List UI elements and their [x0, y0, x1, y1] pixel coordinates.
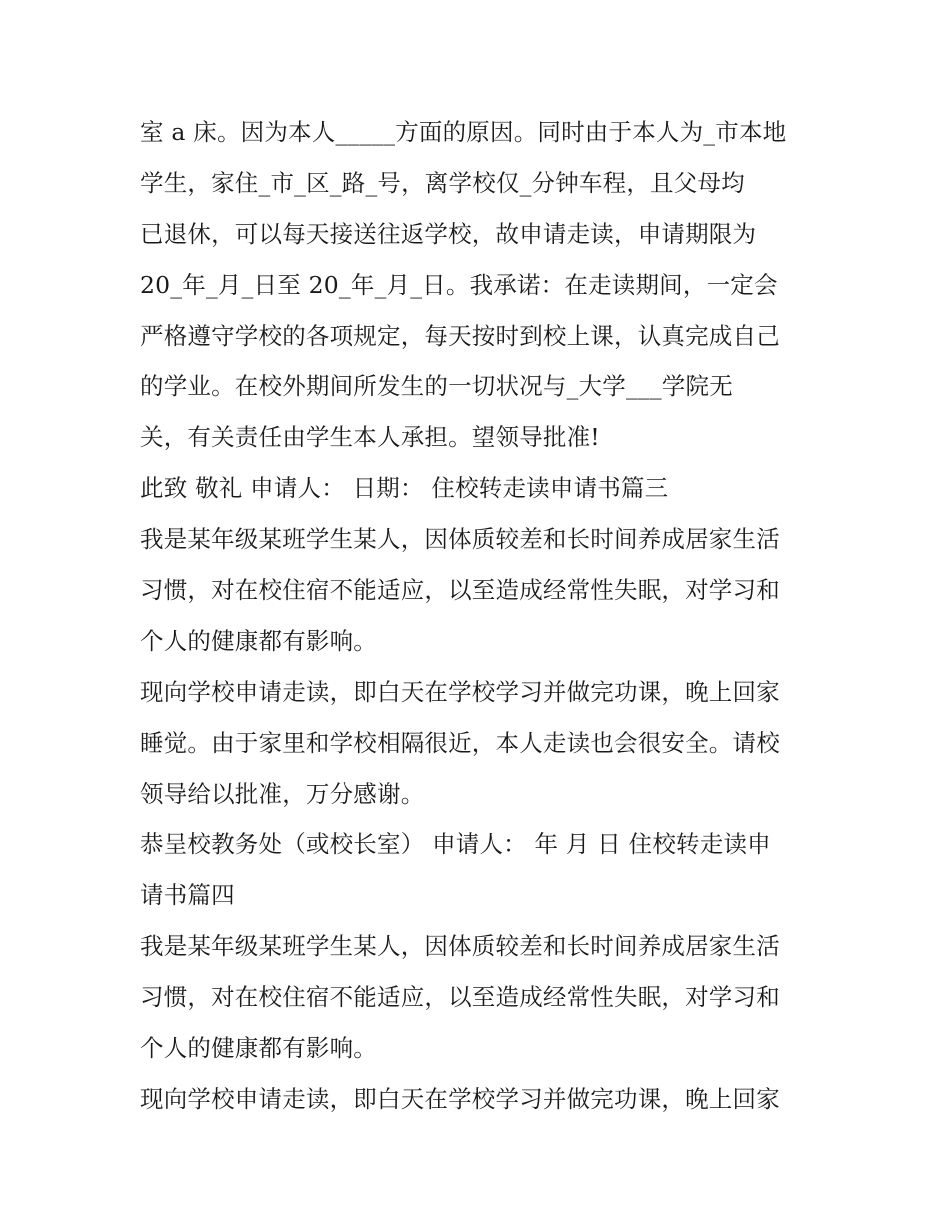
text-line: 领导给以批准，万分感谢。: [140, 779, 425, 808]
text-line: 睡觉。由于家里和学校相隔很近，本人走读也会很安全。请校: [140, 728, 780, 757]
document-body: [140, 107, 820, 1125]
text-line: 习惯，对在校住宿不能适应，以至造成经常性失眠，对学习和: [140, 983, 780, 1012]
text-line: 已退休，可以每天接送往返学校，故申请走读，申请期限为: [140, 219, 757, 248]
text-line: 学生，家住_市_区_路_号，离学校仅_分钟车程，且父母均: [140, 168, 745, 197]
text-line: 我是某年级某班学生某人，因体质较差和长时间养成居家生活: [140, 932, 780, 961]
text-line: 严格遵守学校的各项规定，每天按时到校上课，认真完成自己: [140, 321, 780, 350]
text-line: 个人的健康都有影响。: [140, 1034, 377, 1063]
section-heading-line: 恭呈校教务处（或校长室） 申请人： 年 月 日 住校转走读申: [140, 830, 771, 859]
text-line: 现向学校申请走读，即白天在学校学习并做完功课，晚上回家: [140, 1084, 780, 1113]
text-line: 关，有关责任由学生本人承担。望领导批准!: [140, 423, 600, 452]
text-line: 的学业。在校外期间所发生的一切状况与_大学___学院无: [140, 372, 733, 401]
section-heading-line: 请书篇四: [140, 881, 235, 910]
text-line: 我是某年级某班学生某人，因体质较差和长时间养成居家生活: [140, 525, 780, 554]
text-line: 20_年_月_日至 20_年_月_日。我承诺：在走读期间，一定会: [140, 270, 778, 299]
text-line: 室 a 床。因为本人_____方面的原因。同时由于本人为_市本地: [140, 118, 787, 146]
text-line: 个人的健康都有影响。: [140, 626, 377, 655]
text-line: 习惯，对在校住宿不能适应，以至造成经常性失眠，对学习和: [140, 576, 780, 605]
text-line: 现向学校申请走读，即白天在学校学习并做完功课，晚上回家: [140, 677, 780, 706]
section-heading-line: 此致 敬礼 申请人： 日期： 住校转走读申请书篇三: [140, 474, 669, 503]
